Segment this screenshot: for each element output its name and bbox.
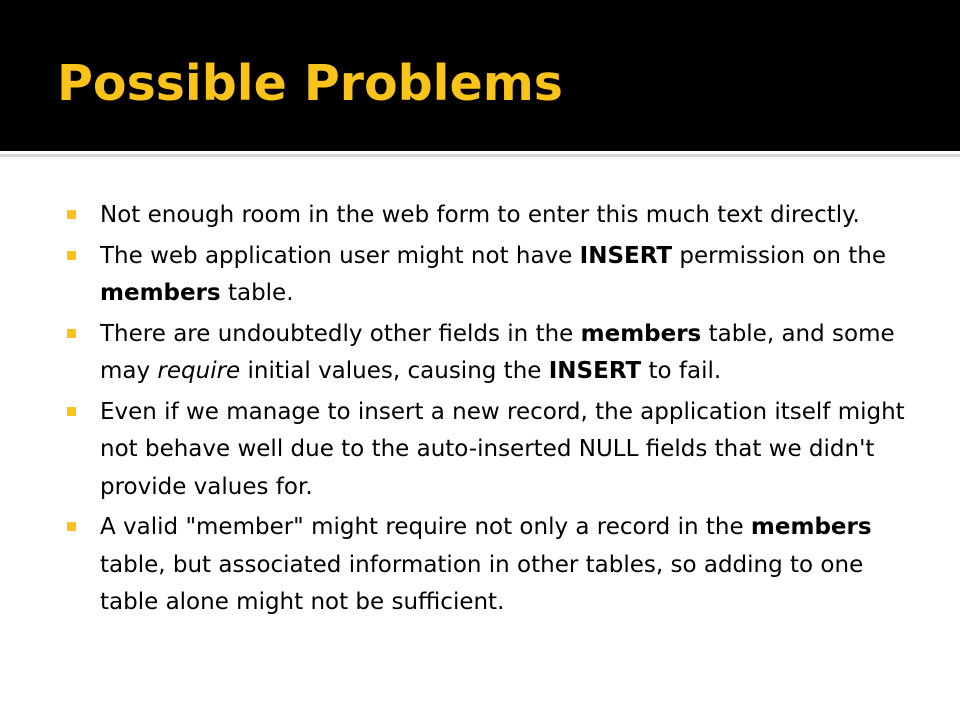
emphasis-require: require <box>157 358 241 384</box>
bullet-text-part: A valid "member" might require not only a record in the <box>100 514 751 540</box>
bullet-text-part: table. <box>220 280 294 306</box>
square-bullet-icon <box>67 329 76 338</box>
bullet-text-part: The web application user might not have <box>100 242 580 269</box>
bullet-text <box>100 399 905 500</box>
bullet-text <box>100 321 895 385</box>
keyword-members: members <box>100 280 221 306</box>
bullet-text-part: to fail. <box>641 358 722 384</box>
bullet-text-part: There are undoubtedly other fields in the <box>100 320 581 347</box>
keyword-members: members <box>750 514 872 540</box>
bullet-text <box>100 514 872 615</box>
bullet-item <box>0 316 960 391</box>
keyword-insert: INSERT <box>548 358 642 384</box>
bullet-item <box>0 509 960 622</box>
bullet-text-part: Even if we manage to insert a new record, the application itself might not behave well due to the auto-inserted NULL fields that we didn't provide values for. <box>100 398 905 500</box>
bullet-item <box>0 238 960 313</box>
bullet-text-part: permission on the <box>672 242 887 269</box>
keyword-members: members <box>580 320 702 347</box>
square-bullet-icon <box>67 251 76 260</box>
bullet-text-part: table, and some may <box>100 320 895 384</box>
title-bar <box>0 0 960 151</box>
square-bullet-icon <box>67 522 76 531</box>
slide-title: Possible Problems <box>57 55 563 112</box>
square-bullet-icon <box>67 210 76 219</box>
bullet-item <box>0 197 960 235</box>
bullet-text-part: table, but associated information in other tables, so adding to one table alone might not be sufficient. <box>100 551 864 615</box>
bullet-text-part: Not enough room in the web form to enter this much text directly. <box>100 202 860 228</box>
bullet-text <box>100 202 860 228</box>
bullet-item <box>0 394 960 507</box>
bullet-text <box>100 243 886 307</box>
keyword-insert: INSERT <box>579 242 673 269</box>
bullet-text-part: initial values, causing the <box>240 358 549 384</box>
bullet-list <box>0 197 960 625</box>
title-divider <box>0 151 960 157</box>
square-bullet-icon <box>67 407 76 416</box>
